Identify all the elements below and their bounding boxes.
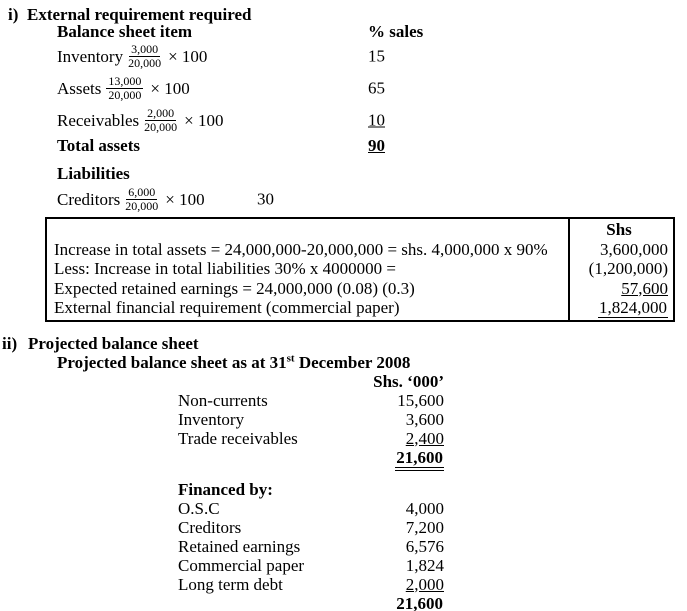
liabilities-header: Liabilities bbox=[57, 164, 130, 183]
asset-row-inventory bbox=[178, 410, 444, 429]
ratio-row-creditors bbox=[57, 183, 687, 215]
asset-value: 2,400 bbox=[405, 428, 444, 448]
calc-row-desc: Less: Increase in total liabilities 30% x 4000000 = bbox=[54, 259, 396, 278]
total-assets-row bbox=[57, 136, 687, 155]
section-ii-heading bbox=[0, 334, 687, 353]
section-ii-marker: ii) bbox=[2, 333, 18, 353]
asset-value: 3,600 bbox=[405, 409, 444, 429]
financing-row-osc bbox=[178, 499, 444, 518]
fraction-numerator: 2,000 bbox=[147, 105, 175, 120]
ratio-label: Creditors bbox=[57, 189, 121, 209]
asset-value: 15,600 bbox=[397, 390, 444, 410]
fraction bbox=[106, 75, 143, 102]
ratio-label: Assets bbox=[57, 78, 102, 98]
subtitle-text-rest: December 2008 bbox=[294, 352, 411, 372]
calc-header-spacer bbox=[54, 220, 568, 240]
fraction bbox=[128, 43, 161, 70]
financing-label: Retained earnings bbox=[178, 536, 301, 556]
pct-value: 10 bbox=[368, 110, 385, 130]
total-assets-pct: 90 bbox=[368, 136, 385, 155]
subtitle-text: Projected balance sheet as at 31 bbox=[57, 352, 287, 372]
pct-table-header bbox=[57, 24, 687, 40]
pct-value: 30 bbox=[257, 189, 274, 209]
calc-row-amount: 3,600,000 bbox=[600, 239, 668, 259]
calc-row-amount: (1,200,000) bbox=[588, 259, 668, 278]
fraction-numerator: 13,000 bbox=[108, 73, 142, 88]
projected-balance-sheet bbox=[178, 372, 444, 611]
financed-by-header: Financed by: bbox=[178, 479, 273, 499]
calc-row-desc: Increase in total assets = 24,000,000-20,000,000 = shs. 4,000,000 x 90% bbox=[54, 239, 548, 259]
financing-label: O.S.C bbox=[178, 498, 220, 518]
fraction-denominator: 20,000 bbox=[108, 87, 142, 102]
financing-value: 6,576 bbox=[405, 536, 444, 556]
shs-000-header: Shs. ‘000’ bbox=[373, 371, 444, 391]
financing-value: 4,000 bbox=[405, 498, 444, 518]
assets-total-value: 21,600 bbox=[395, 450, 444, 471]
asset-row-trade-receivables bbox=[178, 429, 444, 448]
section-ii-title: Projected balance sheet bbox=[28, 333, 199, 353]
financing-label: Long term debt bbox=[178, 574, 283, 594]
financing-value: 1,824 bbox=[405, 555, 444, 575]
percent-of-sales-table bbox=[0, 24, 687, 215]
balance-sheet-item-header: Balance sheet item bbox=[57, 22, 193, 41]
times-100: × 100 bbox=[150, 78, 190, 98]
financing-value: 2,000 bbox=[405, 574, 444, 594]
ratio-label: Inventory bbox=[57, 46, 124, 66]
times-100: × 100 bbox=[184, 110, 224, 130]
financing-row-long-term-debt bbox=[178, 575, 444, 594]
fraction-denominator: 20,000 bbox=[144, 119, 178, 134]
total-assets-label: Total assets bbox=[57, 136, 140, 155]
calc-descriptions-column bbox=[47, 219, 568, 320]
assets-total-row bbox=[178, 448, 444, 467]
times-100: × 100 bbox=[165, 189, 205, 209]
fraction bbox=[144, 107, 177, 134]
retained-earnings-amount: 57,600 bbox=[621, 278, 668, 298]
calc-amounts-column bbox=[568, 219, 673, 320]
financing-total-value: 21,600 bbox=[395, 596, 444, 611]
financing-total-row bbox=[178, 594, 444, 611]
calc-row-amount bbox=[570, 298, 668, 318]
balance-sheet-subtitle bbox=[57, 353, 687, 372]
subtitle-superscript: st bbox=[286, 351, 295, 364]
financing-label: Creditors bbox=[178, 517, 242, 537]
calc-row-desc: Expected retained earnings = 24,000,000 (0.08) (0.3) bbox=[54, 278, 415, 298]
pct-value: 15 bbox=[368, 46, 385, 66]
shs-column-header: Shs bbox=[606, 220, 632, 239]
pct-sales-header: % sales bbox=[368, 22, 424, 41]
asset-label: Inventory bbox=[178, 409, 245, 429]
fraction-numerator: 6,000 bbox=[128, 184, 156, 199]
financing-label: Commercial paper bbox=[178, 555, 305, 575]
calc-row-amount bbox=[570, 279, 668, 299]
fraction-numerator: 3,000 bbox=[131, 41, 159, 56]
asset-label: Non-currents bbox=[178, 390, 268, 410]
pct-value: 65 bbox=[368, 78, 385, 98]
fraction-denominator: 20,000 bbox=[128, 55, 162, 70]
ratio-label: Receivables bbox=[57, 110, 140, 130]
calc-row-desc: External financial requirement (commercial paper) bbox=[54, 298, 400, 317]
fraction bbox=[125, 186, 158, 213]
external-requirement-table bbox=[45, 217, 675, 322]
ratio-row-assets bbox=[57, 72, 687, 104]
financing-row-commercial-paper bbox=[178, 556, 444, 575]
external-requirement-amount: 1,824,000 bbox=[598, 300, 668, 321]
financing-value: 7,200 bbox=[405, 517, 444, 537]
financing-row-creditors bbox=[178, 518, 444, 537]
section-i-title: External requirement required bbox=[27, 5, 252, 24]
times-100: × 100 bbox=[168, 46, 208, 66]
section-i-marker: i) bbox=[8, 5, 19, 24]
asset-row-non-currents bbox=[178, 391, 444, 410]
ratio-row-inventory bbox=[57, 40, 687, 72]
asset-label: Trade receivables bbox=[178, 428, 298, 448]
ratio-row-receivables bbox=[57, 104, 687, 136]
fraction-denominator: 20,000 bbox=[125, 198, 159, 213]
financing-row-retained-earnings bbox=[178, 537, 444, 556]
